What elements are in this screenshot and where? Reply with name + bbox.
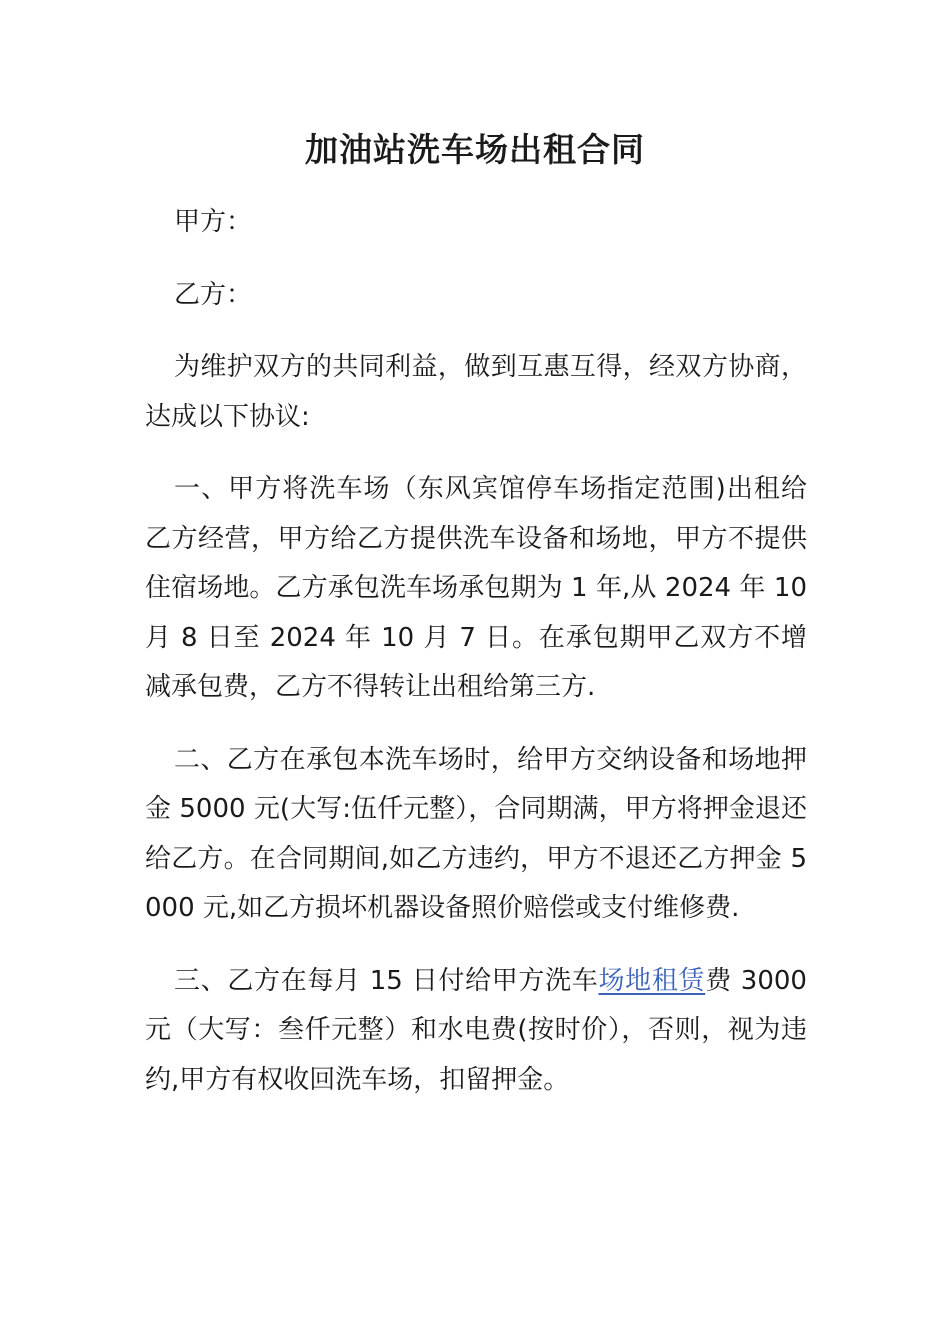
document-body bbox=[145, 198, 807, 1128]
clause-2-paragraph: 二、乙方在承包本洗车场时，给甲方交纳设备和场地押金 5000 元(大写:伍仟元整），合同期满，甲方将押金退还给乙方。在合同期间,如乙方违约，甲方不退还乙方押金 5000 元,如乙方损坏机器设备照价赔偿或支付维修费. bbox=[145, 744, 807, 923]
clause-3-text-before: 三、乙方在每月 15 日付给甲方洗车 bbox=[174, 965, 599, 996]
document-title: 加油站洗车场出租合同 bbox=[305, 130, 645, 169]
party-b-label: 乙方： bbox=[174, 279, 253, 310]
site-rental-link[interactable]: 场地租赁 bbox=[598, 965, 706, 996]
preamble-paragraph: 为维护双方的共同利益，做到互惠互得，经双方协商，达成以下协议: bbox=[145, 352, 807, 432]
party-a-label: 甲方： bbox=[174, 207, 253, 237]
clause-3-text-after: 费 3000 元（大写：叁仟元整）和水电费(按时价），否则，视为违约,甲方有权收回洗车场，扣留押金。 bbox=[145, 965, 807, 1095]
clause-3-paragraph bbox=[145, 957, 807, 1106]
clause-1-paragraph: 一、甲方将洗车场（东风宾馆停车场指定范围)出租给乙方经营，甲方给乙方提供洗车设备和场地，甲方不提供住宿场地。乙方承包洗车场承包期为 1 年,从 2024 年 10 月 8 日至 2024 年 10 月 7 日。在承包期甲乙双方不增减承包费，乙方不得转让出租给第三方. bbox=[145, 474, 807, 702]
